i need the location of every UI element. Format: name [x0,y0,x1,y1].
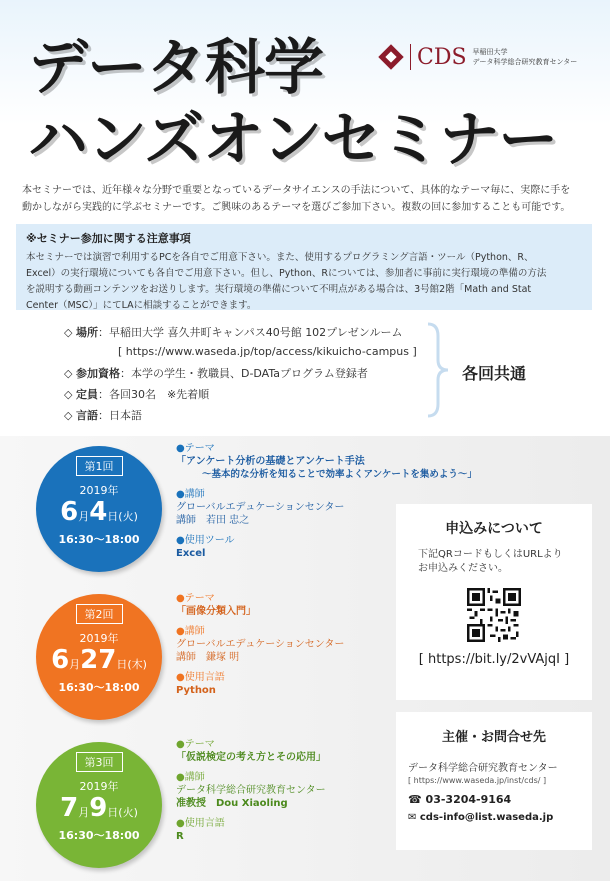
eligibility-label: 参加資格 [75,367,120,380]
apply-url-link[interactable]: [ https://bit.ly/2vVAjqI ] [418,652,570,667]
notice-line: を説明する動画コンテンツをお送りします。実行環境の準備について不明点がある場合は、3号館2階「Math and Stat [26,284,532,295]
notice-line: 本セミナーでは演習で利用するPCを各自でご用意下さい。また、使用するプログラミング言語・ツール（Python、R、 [26,252,534,263]
venue-label: 場所 [75,326,98,339]
session-2-day-unit: 日(木) [116,658,147,671]
session-3-instructor-org: データ科学総合研究教育センター [176,785,326,796]
notice-body [26,250,582,314]
diamond-bullet-icon: ◇ [64,367,73,380]
session-1-badge: 第1回 [76,456,123,476]
session-3-tool-label: ●使用言語 [176,818,225,829]
session-2-tool-value: Python [176,685,216,696]
page-title-line1: データ科学 [28,33,323,103]
session-3-year: 2019年 [79,780,119,793]
session-1-instructor-label: ●講師 [176,489,205,500]
session-1-month: 6 [60,497,79,527]
intro-line: 動かしながら実践的に学ぶセミナーです。ご興味のあるテーマを選びご参加下さい。複数の回に参加することも可能です。 [22,202,571,213]
session-2-time: 16:30～18:00 [58,681,140,694]
session-3-tool-value: R [176,831,184,842]
diamond-bullet-icon: ◇ [64,388,73,401]
session-2-instructor-label: ●講師 [176,626,205,637]
info-eligibility [64,363,444,384]
diamond-logo-icon [378,44,404,70]
session-2-year: 2019年 [79,632,119,645]
session-3-theme-title: 「仮説検定の考え方とその応用」 [176,752,326,763]
info-venue [64,322,444,343]
diamond-bullet-icon: ◇ [64,409,73,422]
language-value: ：日本語 [97,409,142,422]
session-1-date [36,498,162,531]
intro-line: 本セミナーでは、近年様々な分野で重要となっているデータサイエンスの手法について、具体的なテーマ毎に、実際に手を [22,185,571,196]
session-3-time: 16:30～18:00 [58,829,140,842]
session-1-tool-label: ●使用ツール [176,535,235,546]
session-3-instructor-label: ●講師 [176,772,205,783]
curly-brace-icon [424,322,454,418]
logo-subtext [473,47,578,67]
session-1-instructor-name: 講師 若田 忠之 [176,515,250,526]
session-2-instructor-name: 講師 鎌塚 明 [176,652,240,663]
contact-url-link[interactable]: [ https://www.waseda.jp/inst/cds/ ] [408,776,547,785]
contact-tel [408,793,592,806]
session-2-theme-label: ●テーマ [176,593,215,604]
eligibility-value: ：本学の学生・教職員、D-DATaプログラム登録者 [119,367,368,380]
session-3-date-circle [36,742,162,868]
session-2-theme-title: 「画像分類入門」 [176,606,256,617]
apply-desc-line: お申込みください。 [418,563,508,574]
logo-sub-university: 早稲田大学 [472,48,508,56]
page-title-line2: ハンズオンセミナー [28,105,558,175]
session-3-day-unit: 日(火) [107,806,138,819]
session-1-date-circle [36,446,162,572]
logo-text: CDS [417,44,467,70]
mail-icon: ✉ [408,812,417,823]
notice-box [16,224,592,310]
intro-text [22,182,592,216]
session-2-date [36,646,162,679]
session-1-year: 2019年 [79,484,119,497]
contact-tel-value: 03-3204-9164 [425,793,512,806]
session-2-month-unit: 月 [69,658,81,671]
info-capacity [64,384,444,405]
apply-box [396,504,592,700]
apply-title: 申込みについて [445,521,543,537]
qr-code-icon[interactable] [467,588,521,642]
session-3-instructor-name: 准教授 Dou Xiaoling [176,798,288,809]
contact-email [408,812,592,823]
session-3-day: 9 [89,793,108,823]
session-1-tool-value: Excel [176,548,206,559]
session-1-day-unit: 日(火) [107,510,138,523]
venue-value: ：早稲田大学 喜久井町キャンパス40号館 102プレゼンルーム [97,326,403,339]
session-3-details [176,738,326,843]
capacity-value: ：各回30名 ※先着順 [97,388,210,401]
session-2-tool-label: ●使用言語 [176,672,225,683]
cds-logo [378,44,577,70]
venue-url[interactable]: [ https://www.waseda.jp/top/access/kikuicho-campus ] [118,345,417,358]
session-3-theme-label: ●テーマ [176,739,215,750]
contact-email-value[interactable]: cds-info@list.waseda.jp [419,812,554,823]
session-1-instructor-org: グローバルエデュケーションセンター [176,502,345,513]
capacity-label: 定員 [75,388,98,401]
session-2-month: 6 [51,645,70,675]
logo-divider [410,44,411,70]
session-1-theme-subtitle: ～基本的な分析を知ることで効率よくアンケートを集めよう～」 [202,469,477,480]
contact-box [396,712,592,850]
diamond-bullet-icon: ◇ [64,326,73,339]
session-2-details [176,592,344,697]
logo-sub-center: データ科学総合研究教育センター [472,58,578,66]
session-3-month-unit: 月 [78,806,90,819]
apply-desc-line: 下記QRコードもしくはURLより [418,549,563,560]
apply-description [396,548,592,576]
notice-line: Center（MSC）」にてLAに相談することができます。 [26,300,257,311]
notice-title: ※セミナー参加に関する注意事項 [26,232,191,245]
session-1-theme-label: ●テーマ [176,443,215,454]
session-3-date [36,794,162,827]
info-language [64,405,444,426]
session-1-month-unit: 月 [78,510,90,523]
session-2-day: 27 [80,645,117,675]
notice-line: Excel）の実行環境についても各自でご用意下さい。但し、Python、Rについては、参加者に事前に実行環境の準備の方法 [26,268,547,279]
session-1-theme-title: 「アンケート分析の基礎とアンケート手法 [176,456,365,467]
contact-org: データ科学総合研究教育センター [408,763,558,774]
session-2-badge: 第2回 [76,604,123,624]
session-1-time: 16:30～18:00 [58,533,140,546]
session-2-date-circle [36,594,162,720]
phone-icon: ☎ [408,793,422,806]
common-label: 各回共通 [462,364,527,383]
language-label: 言語 [75,409,98,422]
contact-title: 主催・お問合せ先 [441,730,546,745]
common-info-list [64,322,444,426]
session-1-day: 4 [89,497,108,527]
session-3-badge: 第3回 [76,752,123,772]
session-2-instructor-org: グローバルエデュケーションセンター [176,639,345,650]
session-3-month: 7 [60,793,79,823]
